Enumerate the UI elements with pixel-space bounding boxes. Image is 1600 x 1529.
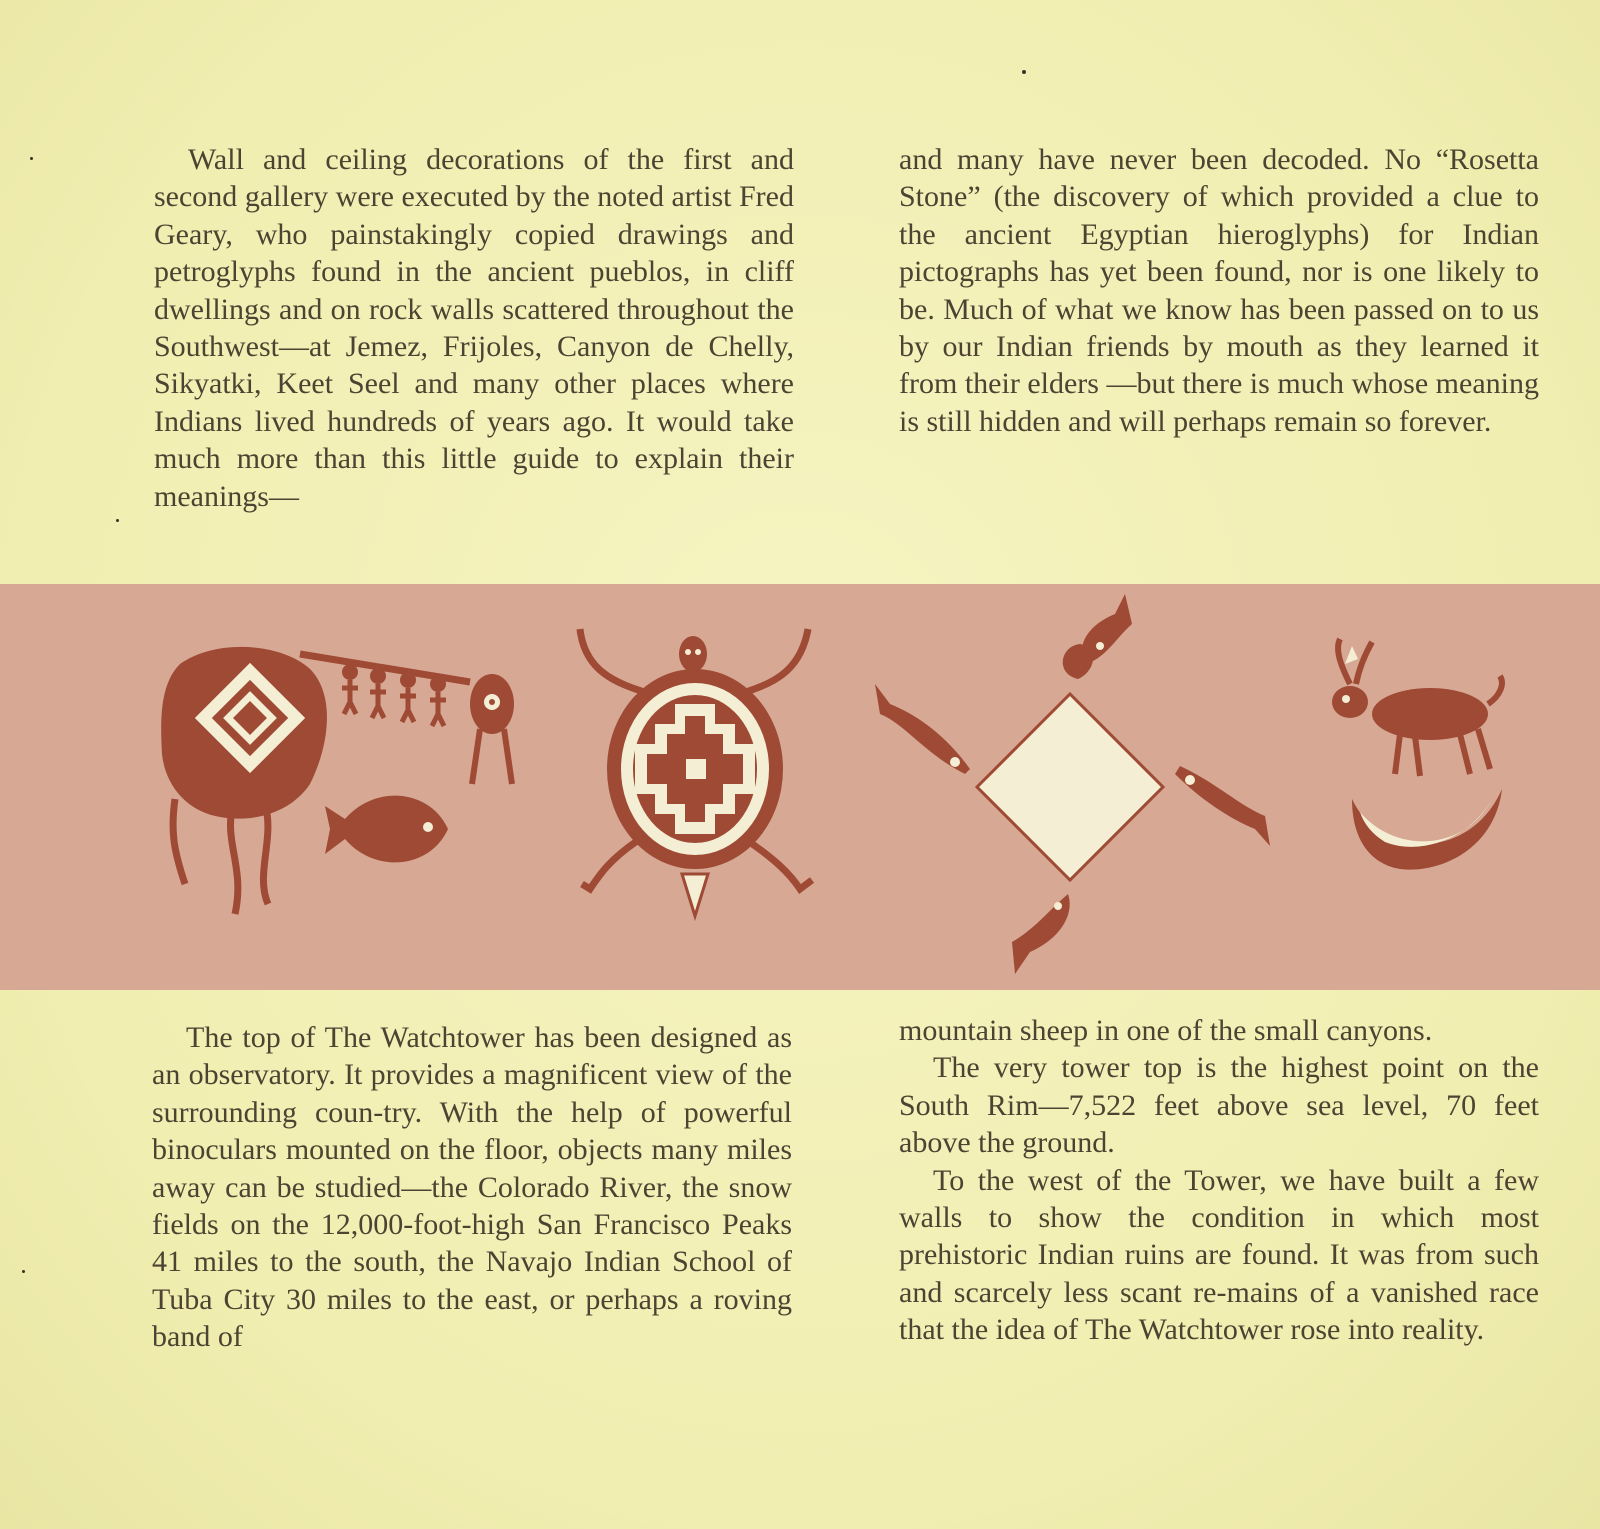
print-fleck (30, 157, 33, 160)
paragraph: The very tower top is the highest point on the South Rim—7,522 feet above sea level, 70 feet above the ground. (899, 1051, 1539, 1160)
print-fleck (116, 519, 119, 522)
print-fleck (1022, 70, 1026, 74)
text-column-top-right (899, 141, 1539, 440)
bird-petroglyph-icon (161, 647, 514, 914)
rabbit-on-moon-icon (1332, 639, 1502, 870)
petroglyph-illustration (0, 584, 1600, 990)
turtle-petroglyph-icon (580, 629, 812, 916)
text-column-bottom-left (152, 1019, 792, 1356)
petroglyph-illustration-band (0, 584, 1600, 990)
diamond-with-fish-icon (875, 594, 1270, 974)
paragraph: Wall and ceiling decorations of the first and second gallery were executed by the noted artist Fred Geary, who painstakingly copied drawings and petroglyphs found in the ancient pueblos, in cliff dwellings and on rock walls scattered throughout the Southwest—at Jemez, Frijoles, Canyon de Chelly, Sikyatki, Keet Seel and many other places where Indians lived hundreds of years ago. It would take much more than this little guide to explain their meanings— (154, 143, 794, 513)
text-column-top-left (154, 141, 794, 515)
fish-icon (325, 796, 448, 863)
paragraph: mountain sheep in one of the small canyons. (899, 1014, 1433, 1047)
print-fleck (22, 1270, 25, 1273)
text-column-bottom-right (899, 1012, 1539, 1349)
paragraph: To the west of the Tower, we have built a few walls to show the condition in which most prehistoric Indian ruins are found. It was from such and scarcely less scant re-mains of a vanished race that the idea of The Watchtower rose into reality. (899, 1163, 1539, 1347)
paragraph: The top of The Watchtower has been designed as an observatory. It provides a magnificent view of the surrounding coun-try. With the help of powerful binoculars mounted on the floor, objects many miles away can be studied—the Colorado River, the snow fields on the 12,000-foot-high San Francisco Peaks 41 miles to the south, the Navajo Indian School of Tuba City 30 miles to the east, or perhaps a roving band of (152, 1021, 792, 1354)
paragraph: and many have never been decoded. No “Rosetta Stone” (the discovery of which provided a clue to the ancient Egyptian hieroglyphs) for Indian pictographs has yet been found, nor is one likely to be. Much of what we know has been passed on to us by our Indian friends by mouth as they learned it from their elders —but there is much whose meaning is still hidden and will perhaps remain so forever. (899, 143, 1539, 438)
